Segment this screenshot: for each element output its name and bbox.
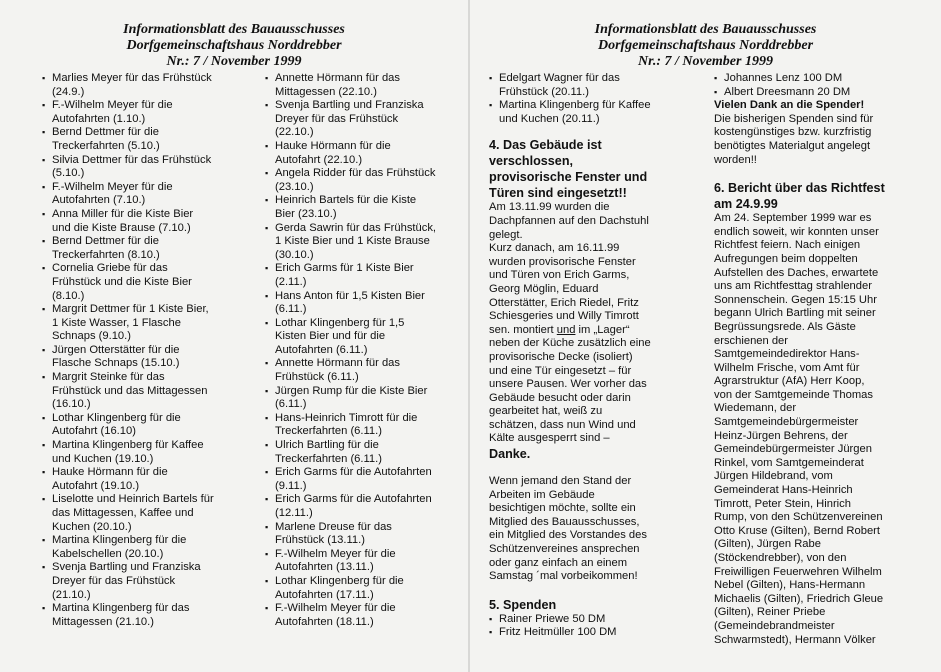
thanks-item (265, 72, 465, 99)
thanks-item (42, 412, 242, 439)
text-line: oder ganz einfach an einem (489, 556, 628, 569)
text-line: ein Mitglied des Vorstandes des (489, 529, 647, 542)
header-subtitle: Dorfgemeinschaftshaus Norddrebber (126, 38, 342, 53)
donation-note (714, 113, 936, 167)
donation-item (489, 626, 694, 640)
thanks-item (42, 154, 242, 181)
list-item-line: Erich Garms für 1 Kiste Bier (275, 262, 414, 275)
thanks-item (42, 72, 242, 99)
text-line: Samstag ´mal vorbeikommen! (489, 570, 638, 583)
text-line: Arbeiten im Gebäude (489, 488, 595, 501)
section-4-thanks: Danke. (489, 447, 531, 462)
list-item-line: Marlene Dreuse für das (275, 520, 392, 533)
header-title: Informationsblatt des Bauausschusses (123, 22, 345, 37)
thanks-item (265, 357, 465, 384)
text-line: Die bisherigen Spenden sind für (714, 112, 874, 125)
text-line: Gemeindebürgermeister Jürgen (714, 443, 872, 456)
text-line: Gebäude besucht oder darin (489, 391, 631, 404)
list-item-line: Bier (23.10.) (275, 207, 337, 220)
thanks-item (265, 575, 465, 602)
list-item-line: Dreyer für das Frühstück (275, 112, 399, 125)
list-item-line: Cornelia Griebe für das (52, 262, 168, 275)
list-item-line: Martina Klingenberg für Kaffee (499, 99, 651, 112)
list-item-line: Erich Garms für die Autofahrten (275, 493, 432, 506)
thanks-item (265, 222, 465, 263)
text-line: unsere Pausen. Wer vorher das (489, 378, 647, 391)
list-item-line: (9.11.) (275, 479, 307, 492)
text-line: Rinkel, vom Samtgemeinderat (714, 456, 864, 469)
text-line: besichtigen möchte, sollte ein (489, 502, 636, 515)
list-item-line: (8.10.) (52, 289, 85, 302)
list-item-line: Bernd Dettmer für die (52, 235, 159, 248)
text-line: Richtfest feiern. Nach einigen (714, 239, 861, 252)
heading-line: Türen sind eingesetzt!! (489, 186, 627, 201)
text-line: Aufregungen beim doppelten (714, 252, 858, 265)
text-line: worden!! (714, 153, 757, 166)
text-line: Jürgen Hildebrand, vom (714, 470, 833, 483)
text-line: Heinz-Jürgen Behrens, der (714, 429, 848, 442)
text-line: Sonnenschein. Gegen 15:15 Uhr (714, 293, 877, 306)
text-line: Otto Kruse (Gilten), Bernd Robert (714, 524, 881, 537)
text-line: Schwarmstedt), Hermann Völker (714, 633, 876, 646)
list-item-line: Autofahrten (18.11.) (275, 615, 374, 628)
thanks-item (265, 439, 465, 466)
section-4-paragraph-2 (489, 242, 694, 446)
section-4-paragraph-1 (489, 201, 694, 242)
text-line: erschienen der (714, 334, 789, 347)
thanks-list-3 (489, 72, 694, 126)
text-line: endlich soweit, wir konnten unser (714, 225, 879, 238)
donor-thanks: Vielen Dank an die Spender! (714, 99, 865, 112)
list-item-line: Flasche Schnaps (15.10.) (52, 357, 180, 370)
list-item-line: (22.10.) (275, 126, 314, 139)
list-item-line: Albert Dreesmann 20 DM (724, 85, 851, 98)
right-column-2 (714, 72, 936, 647)
text-fragment: sen. montiert (489, 323, 557, 336)
thanks-item (42, 126, 242, 153)
list-item-line: das Mittagessen, Kaffee und (52, 507, 194, 519)
thanks-item (265, 493, 465, 520)
text-line: Timrott, Peter Stein, Hinrich (714, 497, 851, 510)
text-line: Dachpfannen auf den Dachstuhl (489, 214, 649, 227)
text-line: Nebel (Gilten), Hans-Hermann (714, 579, 866, 592)
list-item-line: (30.10.) (275, 248, 314, 261)
thanks-item (265, 466, 465, 493)
thanks-item (489, 99, 694, 126)
list-item-line: Kabelschellen (20.10.) (52, 547, 164, 560)
text-fragment: im „Lager“ (575, 323, 630, 336)
thanks-item (265, 412, 465, 439)
right-page (470, 0, 941, 672)
list-item-line: Autofahrten (1.10.) (52, 112, 146, 125)
text-line: gelegt. (489, 228, 523, 241)
section-6-paragraph (714, 212, 936, 647)
text-line: Rump, von den Schützenvereinen (714, 511, 883, 524)
text-line: Wiedemann, der (714, 402, 797, 415)
donation-list-1 (489, 613, 694, 640)
list-item-line: Hauke Hörmann für die (275, 139, 391, 152)
text-line: schätzen, dass nun Wind und (489, 418, 636, 431)
thanks-item (42, 466, 242, 493)
left-column-1 (42, 72, 242, 629)
heading-line: verschlossen, (489, 154, 574, 169)
thanks-item (265, 385, 465, 412)
left-header (0, 22, 468, 70)
text-line: Am 13.11.99 wurden die (489, 201, 610, 214)
text-line: gearbeitet hat, weiß zu (489, 405, 603, 418)
header-issue: Nr.: 7 / November 1999 (166, 54, 302, 69)
thanks-item (42, 303, 242, 344)
text-line: (Gilten), Reiner Priebe (714, 606, 826, 619)
list-item-line: Martina Klingenberg für Kaffee (52, 439, 204, 452)
list-item-line: Kisten Bier und für die (275, 330, 386, 343)
text-line: benötigtes Materialgut angelegt (714, 139, 871, 152)
list-item-line: Svenja Bartling und Franziska (275, 99, 424, 112)
list-item-line: und Kuchen (19.10.) (52, 452, 154, 465)
text-line: Otterstätter, Erich Riedel, Fritz (489, 296, 639, 309)
list-item-line: Autofahrten (6.11.) (275, 343, 368, 356)
text-line: provisorische Decke (isoliert) (489, 350, 633, 363)
list-item-line: Johannes Lenz 100 DM (724, 72, 843, 84)
list-item-line: (6.11.) (275, 303, 307, 316)
text-line: kostengünstiges bzw. kurzfristig (714, 126, 872, 139)
thanks-item (42, 371, 242, 412)
heading-line: 4. Das Gebäude ist (489, 138, 602, 153)
text-line: Schiesgeries und Willy Timrott (489, 310, 639, 323)
list-item-line: Ulrich Bartling für die (275, 439, 379, 452)
text-line: von der Samtgemeinde Thomas (714, 388, 873, 401)
text-line: Aufstellen des Daches, erwartete (714, 266, 879, 279)
list-item-line: Autofahrt (22.10.) (275, 153, 363, 166)
section-4-paragraph-3 (489, 475, 694, 584)
donation-item (714, 86, 936, 100)
donation-list-2 (714, 72, 936, 99)
text-line: Michaelis (Gilten), Friedrich Gleue (714, 592, 884, 605)
left-page (0, 0, 468, 672)
list-item-line: Mittagessen (22.10.) (275, 85, 377, 98)
thanks-item (42, 99, 242, 126)
list-item-line: Liselotte und Heinrich Bartels für (52, 493, 214, 506)
thanks-item (42, 208, 242, 235)
thanks-list-2 (265, 72, 465, 629)
thanks-item (265, 602, 465, 629)
text-line: Mitglied des Bauausschusses, (489, 515, 640, 528)
heading-line: 6. Bericht über das Richtfest (714, 181, 885, 196)
list-item-line: Fritz Heitmüller 100 DM (499, 626, 617, 639)
list-item-line: Marlies Meyer für das Frühstück (52, 72, 212, 84)
list-item-line: Anna Miller für die Kiste Bier (52, 207, 194, 220)
list-item-line: Martina Klingenberg für die (52, 534, 187, 547)
list-item-line: Frühstück (20.11.) (499, 85, 589, 98)
text-line: (Gilten), Jürgen Rabe (714, 538, 821, 551)
list-item-line: (6.11.) (275, 398, 307, 411)
left-column-2 (265, 72, 465, 629)
thanks-item (42, 235, 242, 262)
thanks-item (42, 262, 242, 303)
list-item-line: Jürgen Rump für die Kiste Bier (275, 384, 428, 397)
list-item-line: Schnaps (9.10.) (52, 330, 131, 343)
list-item-line: F.-Wilhelm Meyer für die (275, 602, 396, 615)
thanks-item (265, 548, 465, 575)
thanks-item (42, 493, 242, 534)
thanks-item (489, 72, 694, 99)
list-item-line: Gerda Sawrin für das Frühstück, (275, 221, 437, 234)
list-item-line: Lothar Klingenberg für 1,5 (275, 316, 405, 329)
text-line: neben der Küche zusätzlich eine (489, 337, 651, 350)
text-line: Kurz danach, am 16.11.99 (489, 242, 620, 255)
list-item-line: (16.10.) (52, 398, 91, 411)
header-title: Informationsblatt des Bauausschusses (594, 22, 817, 37)
list-item-line: Svenja Bartling und Franziska (52, 561, 201, 574)
text-line: Agrarstruktur (AfA) Herr Koop, (714, 375, 865, 388)
right-header (470, 22, 941, 70)
list-item-line: Autofahrten (7.10.) (52, 194, 146, 207)
list-item-line: Treckerfahrten (8.10.) (52, 248, 160, 261)
section-5-title: 5. Spenden (489, 597, 557, 612)
thanks-item (265, 140, 465, 167)
header-issue: Nr.: 7 / November 1999 (638, 54, 773, 69)
text-line: Georg Möglin, Eduard (489, 282, 599, 295)
donation-item (714, 72, 936, 86)
section-4-title (489, 137, 694, 201)
list-item-line: Heinrich Bartels für die Kiste (275, 194, 417, 207)
thanks-item (265, 262, 465, 289)
list-item-line: 1 Kiste Bier und 1 Kiste Brause (275, 235, 430, 248)
list-item-line: und Kuchen (20.11.) (499, 112, 600, 125)
text-line: Gemeinderat Hans-Heinrich (714, 484, 853, 497)
list-item-line: Kuchen (20.10.) (52, 520, 132, 533)
list-item-line: Autofahrt (16.10) (52, 425, 136, 438)
list-item-line: Autofahrten (17.11.) (275, 588, 374, 601)
list-item-line: Martina Klingenberg für das (52, 602, 190, 615)
list-item-line: Angela Ridder für das Frühstück (275, 167, 436, 180)
donation-item (489, 613, 694, 627)
list-item-line: Hans Anton für 1,5 Kisten Bier (275, 289, 425, 302)
list-item-line: (2.11.) (275, 275, 307, 288)
heading-line: provisorische Fenster und (489, 170, 648, 185)
text-line: und Türen von Erich Garms, (489, 269, 630, 282)
list-item-line: Frühstück und die Kiste Bier (52, 275, 192, 288)
list-item-line: F.-Wilhelm Meyer für die (275, 547, 396, 560)
list-item-line: Margrit Steinke für das (52, 371, 165, 384)
list-item-line: Silvia Dettmer für das Frühstück (52, 153, 212, 166)
thanks-item (42, 602, 242, 629)
right-column-1 (489, 72, 694, 640)
list-item-line: Annette Hörmann für das (275, 357, 400, 370)
text-line: Samtgemeindedirektor Hans- (714, 348, 860, 361)
list-item-line: Margrit Dettmer für 1 Kiste Bier, (52, 303, 209, 316)
thanks-item (42, 344, 242, 371)
thanks-item (42, 534, 242, 561)
thanks-item (42, 181, 242, 208)
text-line: Samtgemeindebürgermeister (714, 416, 859, 429)
list-item-line: Erich Garms für die Autofahrten (275, 466, 432, 479)
list-item-line: Lothar Klingenberg für die (52, 411, 181, 424)
list-item-line: Mittagessen (21.10.) (52, 615, 154, 628)
thanks-item (265, 194, 465, 221)
list-item-line: Lothar Klingenberg für die (275, 574, 404, 587)
thanks-item (265, 317, 465, 358)
list-item-line: Treckerfahrten (5.10.) (52, 139, 160, 152)
list-item-line: (21.10.) (52, 588, 91, 601)
thanks-item (265, 167, 465, 194)
list-item-line: Dreyer für das Frühstück (52, 574, 176, 587)
thanks-item (265, 290, 465, 317)
list-item-line: Autofahrten (13.11.) (275, 561, 374, 574)
text-line: (Stöckendrebber), von den (714, 552, 847, 564)
text-line: Wenn jemand den Stand der (489, 475, 632, 488)
text-line: wurden provisorische Fenster (489, 255, 636, 268)
thanks-item (265, 99, 465, 140)
list-item-line: (12.11.) (275, 507, 313, 519)
text-line: uns am Richtfesttag strahlender (714, 280, 872, 293)
list-item-line: (23.10.) (275, 180, 314, 193)
list-item-line: Frühstück (13.11.) (275, 534, 365, 547)
list-item-line: Rainer Priewe 50 DM (499, 612, 606, 625)
thanks-item (42, 561, 242, 602)
list-item-line: Treckerfahrten (6.11.) (275, 425, 382, 438)
list-item-line: 1 Kiste Wasser, 1 Flasche (52, 316, 181, 329)
text-line: Kälte ausgesperrt sind – (489, 432, 610, 445)
text-line: Am 24. September 1999 war es (714, 212, 872, 225)
list-item-line: Jürgen Otterstätter für die (52, 343, 180, 356)
list-item-line: (24.9.) (52, 85, 85, 98)
list-item-line: F.-Wilhelm Meyer für die (52, 99, 173, 112)
thanks-item (42, 439, 242, 466)
text-line: begann Ulrich Bartling mit seiner (714, 307, 876, 320)
text-line: (Gemeindebrandmeister (714, 619, 835, 632)
text-line: Begrüssungsrede. Als Gäste (714, 320, 856, 333)
list-item-line: und die Kiste Brause (7.10.) (52, 221, 191, 234)
list-item-line: Bernd Dettmer für die (52, 126, 159, 139)
text-line: Schützenvereines ansprechen (489, 543, 640, 556)
list-item-line: Edelgart Wagner für das (499, 72, 620, 84)
text-line: und eine Tür eingesetzt – für (489, 364, 632, 377)
heading-line: am 24.9.99 (714, 197, 778, 212)
list-item-line: Hauke Hörmann für die (52, 466, 168, 479)
list-item-line: Autofahrt (19.10.) (52, 479, 140, 492)
list-item-line: Hans-Heinrich Timrott für die (275, 411, 418, 424)
list-item-line: Frühstück (6.11.) (275, 371, 359, 384)
header-subtitle: Dorfgemeinschaftshaus Norddrebber (597, 38, 814, 53)
thanks-list-1 (42, 72, 242, 629)
list-item-line: F.-Wilhelm Meyer für die (52, 180, 173, 193)
list-item-line: Annette Hörmann für das (275, 72, 400, 84)
list-item-line: (5.10.) (52, 167, 85, 180)
list-item-line: Treckerfahrten (6.11.) (275, 452, 382, 465)
section-6-title (714, 180, 936, 212)
thanks-item (265, 521, 465, 548)
text-line: Freiwilligen Feuerwehren Wilhelm (714, 565, 882, 578)
list-item-line: Frühstück und das Mittagessen (52, 384, 208, 397)
underlined-word: und (556, 323, 576, 336)
text-line: Wilhelm Frische, vom Amt für (714, 361, 860, 374)
